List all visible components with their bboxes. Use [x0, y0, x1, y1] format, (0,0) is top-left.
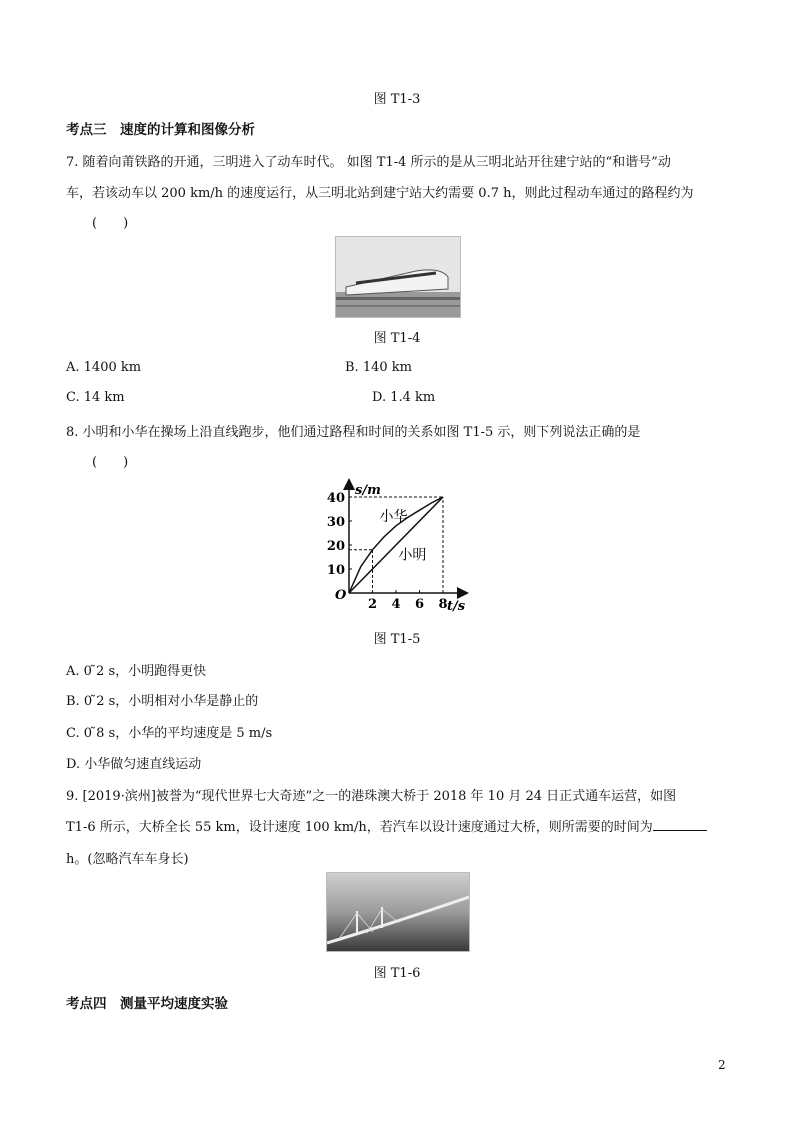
- section-heading-3: 考点三 速度的计算和图像分析: [66, 122, 255, 138]
- train-image-icon: [336, 237, 460, 317]
- bridge-photo: [326, 872, 470, 952]
- series-label-1: 小明: [398, 547, 427, 564]
- figure-caption-t1-4: 图 T1-4: [373, 331, 421, 346]
- q7-option-c: C. 14 km: [66, 390, 125, 405]
- train-photo: [335, 236, 461, 318]
- q9-text-line2: [66, 816, 707, 835]
- q8-option-a: A. 0 ̃2 s，小明跑得更快: [66, 664, 207, 679]
- q7-answer-bracket: ( ): [92, 216, 129, 231]
- q9-text-line2-content: T1-6 所示，大桥全长 55 km，设计速度 100 km/h，若汽车以设计速度通过大桥，则所需要的时间为: [66, 820, 653, 835]
- figure-caption-t1-3: 图 T1-3: [373, 92, 421, 107]
- distance-time-chart: [325, 478, 475, 616]
- q8-option-b: B. 0 ̃2 s，小明相对小华是静止的: [66, 694, 259, 709]
- q8-answer-bracket: ( ): [92, 455, 129, 470]
- x-axis-label: t/s: [447, 599, 466, 614]
- x-tick-label-6: 6: [414, 597, 425, 612]
- y-tick-label-40: 40: [326, 491, 345, 506]
- q7-option-a: A. 1400 km: [66, 360, 142, 375]
- q8-option-c: C. 0 ̃8 s，小华的平均速度是 5 m/s: [66, 726, 273, 741]
- y-tick-label-20: 20: [326, 539, 345, 554]
- series-label-0: 小华: [379, 509, 408, 525]
- q8-text-line1: 8. 小明和小华在操场上沿直线跑步，他们通过路程和时间的关系如图 T1-5 示，则下列说法正确的是: [66, 425, 641, 440]
- figure-caption-t1-5: 图 T1-5: [373, 632, 421, 647]
- q9-text-line3: h。(忽略汽车车身长): [66, 852, 189, 867]
- bridge-image-icon: [327, 873, 469, 951]
- x-tick-label-4: 4: [391, 597, 401, 612]
- y-tick-label-10: 10: [326, 563, 345, 578]
- y-axis-label: s/m: [355, 483, 381, 498]
- q9-text-line1: 9. [2019·滨州]被誉为“现代世界七大奇迹”之一的港珠澳大桥于 2018 年 10 月 24 日正式通车运营，如图: [66, 789, 677, 804]
- q7-text-line1: 7. 随着向莆铁路的开通，三明进入了动车时代。 如图 T1-4 所示的是从三明北站开往建宁站的“和谐号”动: [66, 155, 671, 170]
- page-number: 2: [718, 1058, 726, 1072]
- figure-caption-t1-6: 图 T1-6: [373, 966, 421, 981]
- section-heading-4: 考点四 测量平均速度实验: [66, 996, 228, 1012]
- y-tick-label-30: 30: [326, 515, 345, 530]
- x-tick-label-2: 2: [367, 597, 378, 612]
- x-tick-label-8: 8: [438, 597, 448, 612]
- q8-option-d: D. 小华做匀速直线运动: [66, 757, 202, 772]
- q9-answer-blank[interactable]: [653, 818, 707, 831]
- q7-text-line2: 车，若该动车以 200 km/h 的速度运行，从三明北站到建宁站大约需要 0.7 h，则此过程动车通过的路程约为: [66, 186, 694, 201]
- q7-option-d: D. 1.4 km: [372, 390, 436, 405]
- q7-option-b: B. 140 km: [345, 360, 412, 375]
- origin-label: O: [335, 588, 347, 603]
